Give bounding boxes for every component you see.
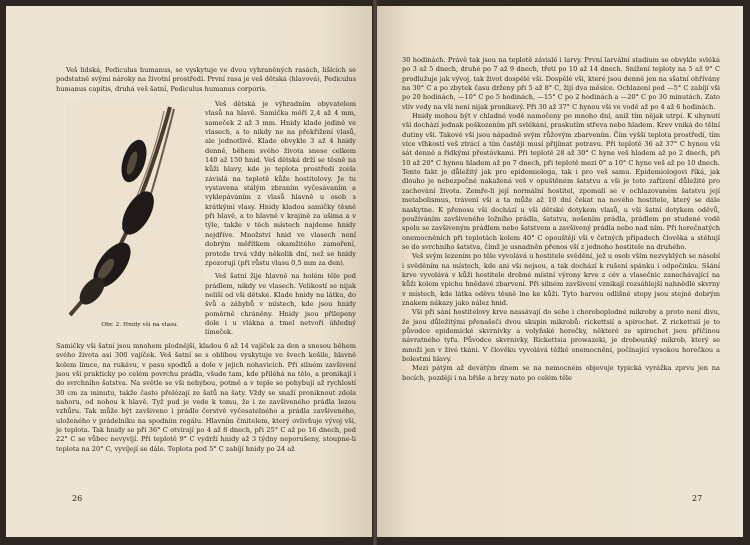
side-column xyxy=(205,100,356,338)
hair-nit-photo xyxy=(66,101,204,319)
right-text xyxy=(402,56,720,383)
paragraph-disease: Vši při sání hostitelovy krve nassávají do sebe i choroboplodné mikroby a proto není divu, že jsou důležitými přenašeči dvou skupin mikrobů: rickettsií a spirochet. Z rickettsií je to původce epidemické skvrnivky a volyňské horečky, některé ze spirochet jsou příčinou návratného tyfu. Původce skvrnivky, Rickettsia prowazeki, je drobounký mikrob, který se množí jen v živé tkáni. V člověku vyvolává těžké onemocnění, počínající vysokou horečkou a bolestmi hlavy. xyxy=(402,308,720,363)
paragraph-survival: Hnidy mohou být v chladné vodě namočeny po mnoho dní, aniž tím nějak utrpí. K uhynutí vší dochází jednak poškozením při svlékání, praskutím střeva nebo hladem. Krev vniká do tělní dutiny vši. Takové vši jsou nápadně svým růžovým zbarvením. Čím vyšší teplota prostředí, tím více vlhkostí veš ztrácí a tím častěji musí přijímat potravu. Při teplotě 36 až 37° C hynou vši sát denně a řídkými přestávkami. Při teplotě 28 až 30° C hyne veš hladem až po 2 dnech, při 10 až 20° C hynou hladem až po 7 dnech, při teplotě mezi 0° a 10° C hyne veš až po 10 dnech. Tento fakt je důležitý jak pro epidemiologa, tak i pro veš samu. Epidemiologovi říká, jak dlouho je nebezpečné nakažená veš v opuštěném šatstvu a vši je toto zařízení důležité pro zachování života. Zemře-li její normální hostitel, zpomalí se v ochlazovaném šatstvu její metabolismus, trávení vši a ta může až 10 dní čekat na nového hostitele, který se dále naskytne. K přenosu vši dochází u vši dětské dotykem vlasů, u vši šatní dotykem oděvů, používáním zavšiveného ložního prádla, šatstva, nošením prádla, prádlem po studené vodě spolu se zavšiveným prádlem nebo šatstvem a zavšivený prádla nebo nad ním. Při horečnatých onemocněních při teplotách kolem 40° C opouštějí vši v četných případech člověka a stěhují se do svrchního šatstva, čímž je usnadněn přenos vší z jednoho hostitele na druhého. xyxy=(402,112,720,251)
paragraph-rash: Mezi pátým až devátým dnem se na nemocném objevuje typická vyrážka zprvu jen na bocích, později i na břiše a brzy nato po celém těle xyxy=(402,364,720,382)
right-page xyxy=(377,6,743,537)
paragraph-itching: Veš svým lezením po těle vyvolává u hostitele svědění, jež u osob vším nezvyklých se násobí i svěděním na místech, kde ani vši nejsou, a tak dochází k rušení spánku i odpočinku. Sšání krve vyvolává v kůži hostitele drobné místní výrony krve z cév a vlasečnic zanechávající na kůži kolem vpichu hnědavé zbarvení. Při silném zavšivení vznikají rozsáhlejší nahnědlé skvrny v místech, kde látka oděvu těsně lne ke kůži. Tyto barvou odlišné stopy jsou stejně dobrým znakem nákazy jako nález hnid. xyxy=(402,252,720,307)
paragraph-body-louse-intro: Veš šatní žije hlavně na holém těle pod prádlem, nikdy ve vlasech. Velikostí se nijak neliší od vši dětské. Klade hnidy na látku, do švů a záhybů v místech, kde jsou hnidy poměrně chráněny. Hnidy jsou přilepeny dole i u vlákna a tmel netvoří úhledný límeček. xyxy=(205,272,356,337)
paragraph-temperature: 30 hodinách. Právě tak jsou na teplotě závislé i larvy. První larvální stadium se obvykle svléká po 3 až 5 dnech, druhé po 7 až 9 dnech, třetí po 10 až 14 dnech. Snížení teploty na 5 až 9° C prodlužuje jak vývoj, tak život dospělé vši. Dospělé vši, které jsou denně jen na sšatní ohřívány na 30° C a po zbytek času drženy při 5 až 8° C, žijí dva měsíce. Ochlazení pod —5° C zabíjí vši po 20 hodinách, —10° C po 5 hodinách, —15° C po 2 hodinách a —20° C po 30 minutách. Zato vlív vody na vši není nijak pronikavý. Při 30 až 37° C hynou vši ve vodě až po 4 až 6 hodinách. xyxy=(402,56,720,111)
intro-paragraph xyxy=(56,66,356,94)
left-page xyxy=(6,6,373,537)
intro-text: Veš lidská, Pediculus humanus, se vyskytuje ve dvou vyhraněných rasách, lišících se podstatně svými nároky na životní prostředí. První rasa je veš dětská (hlavová), Pediculus humanus capitis, druhá veš šatní, Pediculus humanus corporis. xyxy=(56,66,356,93)
page-number-left: 26 xyxy=(72,494,83,503)
page-number-right: 27 xyxy=(692,494,703,503)
wide-text xyxy=(56,342,356,454)
paragraph-head-louse: Veš dětská je výhradním obyvatelem vlasů na hlavě. Samička měří 2,4 až 4 mm, sameček 2 až 3 mm. Hnidy klade jedině ve vlasech, a to nikdy ne na překřížení vlasů, ale jednotlivě. Klade obvykle 3 až 4 hnidy denně, během svého života snese celkem 140 až 150 hnid. Veš dětská drží se těsně na kůži hlavy, kde je teplota prostředí zcela závislá na teplotě kůže hostitelovy. Je tu vystavena stálým zbraním vyčesávaním a vyklepáváním z vlasů hlavně u osob s krátkými vlasy. Hnidy kladou samičky těsně při hlavě, a to hlavně v krajině za ušima a v týle, takže v těch místech najdeme hnidy nejdříve. Množství hnid ve vlasech není dobrým měřítkem okamžitého zamoření, protože trvá vždy několik dní, než se hnidy zpozorují (při růstu vlasu 0,5 mm za den). xyxy=(205,100,356,267)
paragraph-body-louse: Samičky vši šatní jsou mnohem plodnější, kladou 6 až 14 vajíček za den a snesou během svého života asi 300 vajíček. Veš šatní se s oblibou vyskytuje ve švech košile, hlavně kolem límce, na rukávu, v pasu spodků a dole v jejich nohavicích. Při silném zavšivení jsou vši prakticky po celém povrchu prádla, všude tam, kde přiléhá na tělo, a pronikají i do svrchního šatstva. Na světle se vši nehybou, potmě a v teple se pohybují až rychlostí 30 cm za minutu, takže často přelézají ze šatů na šaty. Vždy se snaží proniknout zdola nahoru, od nohou k hlavě. Tyž pud je vede k tomu, že i ze zavšiveného prádla lezou vzhůru. Tak může být zavšiveno i prádlo čerstvě vyčesatelného a prádla zavšiveného, uloženého v prádelníku na spodním regálu. Hlavním činitelem, který ovlivňuje vývoj vší, je teplota. Tak hnidy se při 36° C otvírají po 4 až 8 dnech, při 25° C až po 16 dnech, pod 22° C se vůbec nevyvíjí. Při teplotě 9° C vydrží hnidy až 3 týdny neporušeny, stoupne-li teplota na 20° C, vyvíjejí se dále. Teplota pod 5° C zabíjí hnidy po 24 až xyxy=(56,342,356,453)
hair-with-nits-image xyxy=(66,101,204,319)
figure-caption: Obr. 2. Hnidy vši na vlasu. xyxy=(101,322,179,328)
